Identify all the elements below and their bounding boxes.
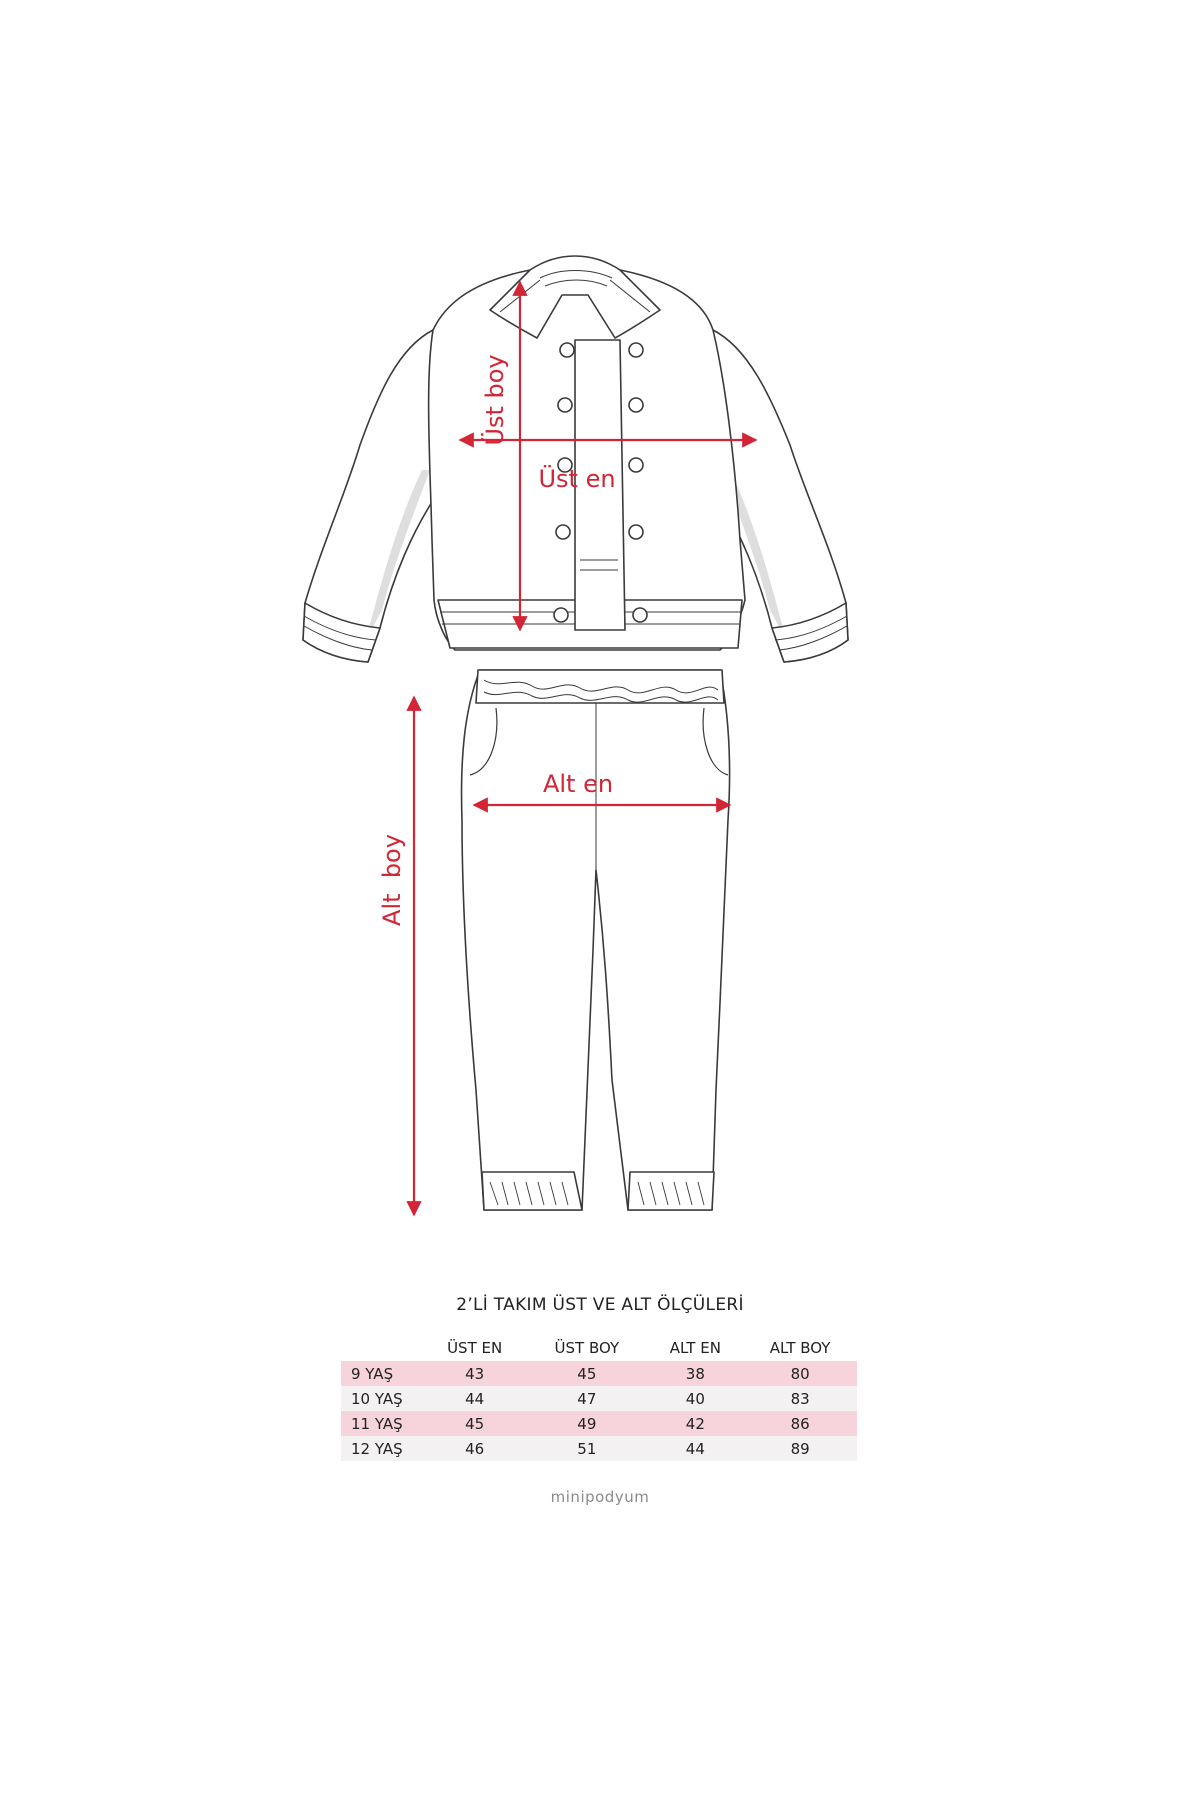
table-row xyxy=(341,1436,857,1461)
table-cell: 44 xyxy=(465,1389,485,1408)
column-header: ÜST EN xyxy=(447,1339,503,1357)
table-cell: 86 xyxy=(790,1414,810,1433)
table-row xyxy=(341,1361,857,1386)
table-row xyxy=(341,1386,857,1411)
pants-sketch xyxy=(462,670,730,1210)
table-cell: 42 xyxy=(685,1414,705,1433)
table-cell: 45 xyxy=(465,1414,485,1433)
table-cell: 80 xyxy=(790,1364,810,1383)
jacket-sketch xyxy=(303,256,848,662)
table-cell: 51 xyxy=(577,1439,597,1458)
table-cell: 46 xyxy=(465,1439,485,1458)
size-table xyxy=(341,1335,857,1461)
button xyxy=(629,398,643,412)
table-cell: 43 xyxy=(465,1364,485,1383)
button xyxy=(629,525,643,539)
alt-boy-label: Alt boy xyxy=(378,834,406,926)
ust-boy-label: Üst boy xyxy=(481,354,509,446)
size-cell: 10 YAŞ xyxy=(351,1389,403,1408)
column-header xyxy=(341,1335,423,1361)
size-table-title: 2’Lİ TAKIM ÜST VE ALT ÖLÇÜLERİ xyxy=(456,1295,744,1315)
size-cell: 11 YAŞ xyxy=(351,1414,403,1433)
table-cell: 89 xyxy=(790,1439,810,1458)
table-cell: 83 xyxy=(790,1389,810,1408)
brand-logo: minipodyum xyxy=(550,1488,650,1506)
column-header: ÜST BOY xyxy=(554,1339,620,1357)
button xyxy=(554,608,568,622)
button xyxy=(629,343,643,357)
table-cell: 45 xyxy=(577,1364,597,1383)
size-cell: 12 YAŞ xyxy=(351,1439,403,1458)
pants-waistband xyxy=(476,670,724,703)
button xyxy=(629,458,643,472)
pants-right-cuff xyxy=(628,1172,714,1210)
column-header: ALT EN xyxy=(669,1339,721,1357)
table-cell: 38 xyxy=(685,1364,705,1383)
table-cell: 47 xyxy=(577,1389,597,1408)
button xyxy=(633,608,647,622)
button xyxy=(558,398,572,412)
table-cell: 44 xyxy=(685,1439,705,1458)
column-header: ALT BOY xyxy=(769,1339,831,1357)
button xyxy=(556,525,570,539)
table-cell: 40 xyxy=(685,1389,705,1408)
table-row xyxy=(341,1411,857,1436)
table-cell: 49 xyxy=(577,1414,597,1433)
size-cell: 9 YAŞ xyxy=(351,1364,394,1383)
button xyxy=(560,343,574,357)
ust-en-label: Üst en xyxy=(538,465,616,493)
table-header-row xyxy=(341,1335,857,1361)
alt-en-label: Alt en xyxy=(542,770,614,798)
